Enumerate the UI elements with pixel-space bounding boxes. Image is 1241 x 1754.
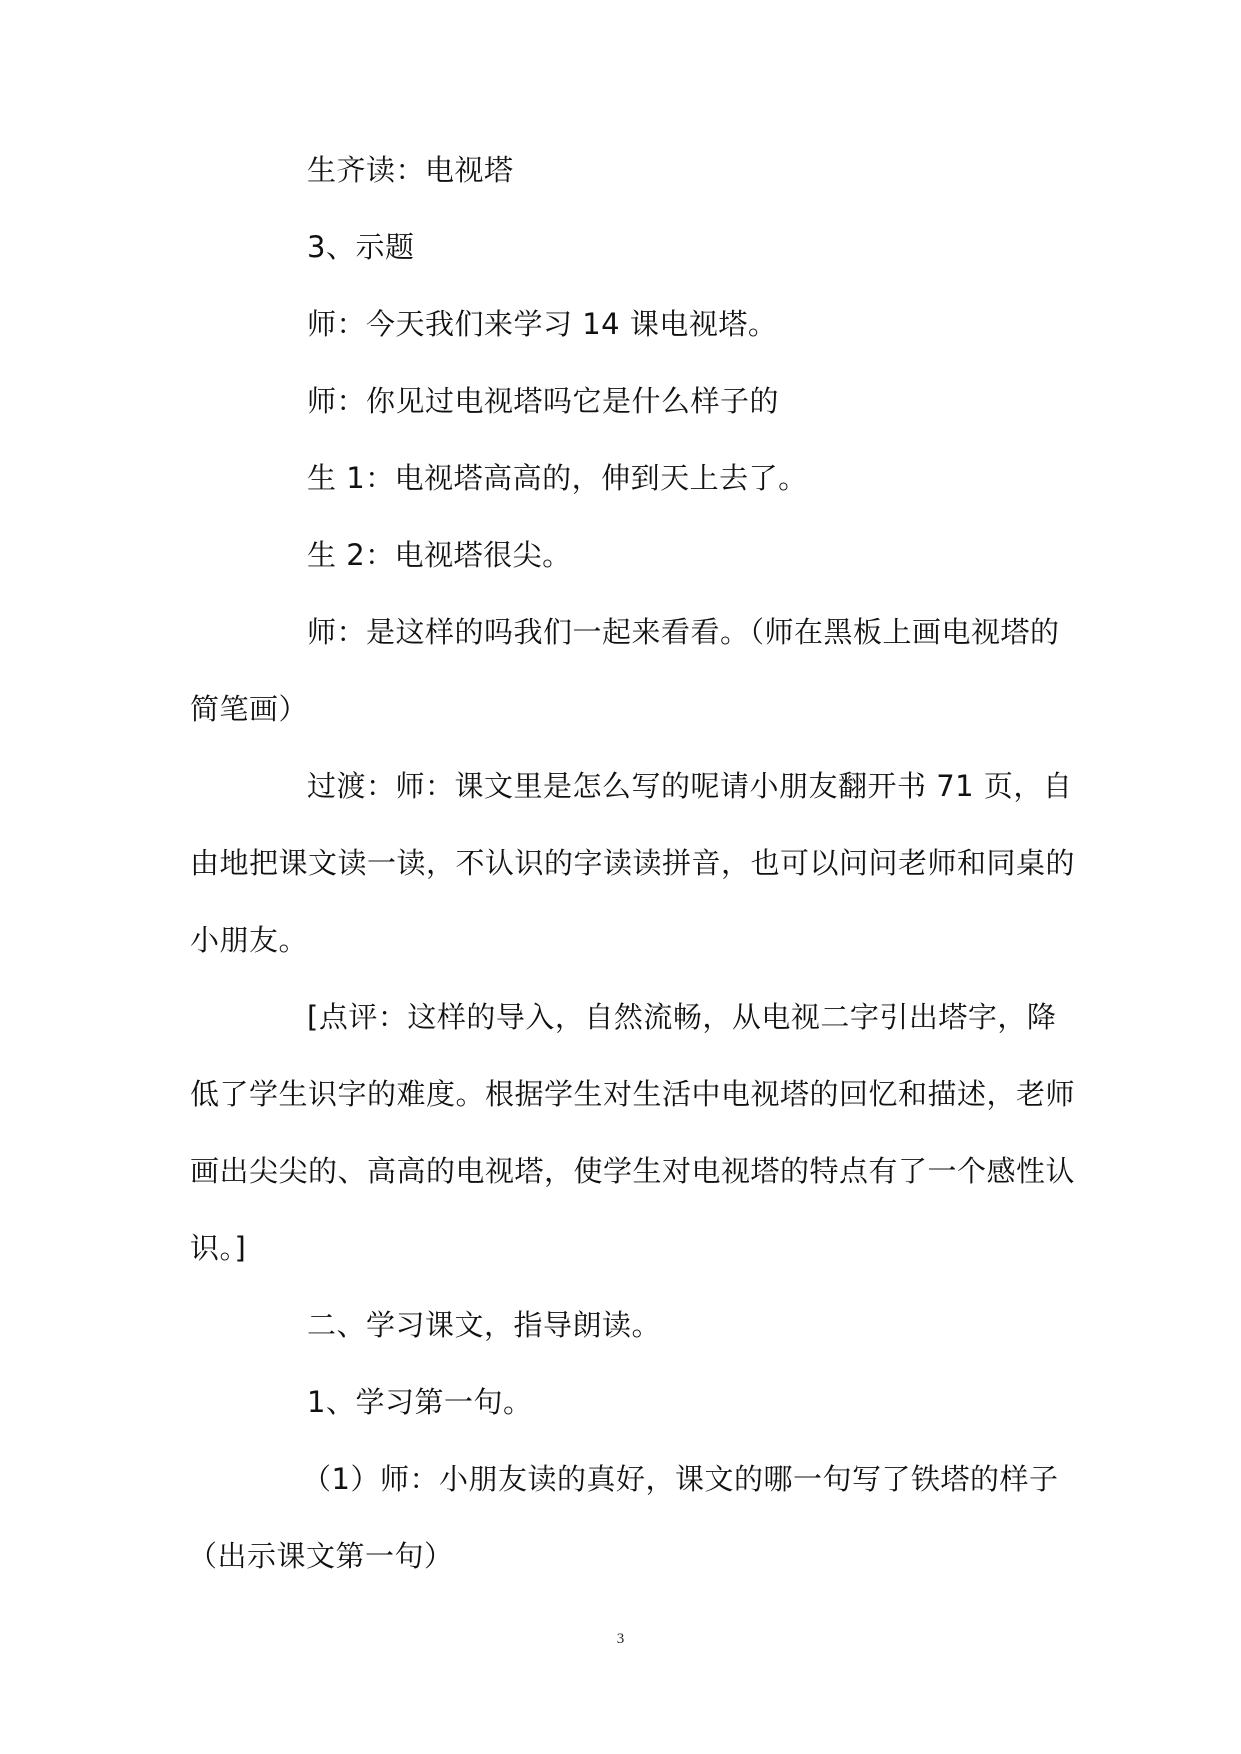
text-line: 由地把课文读一读，不认识的字读读拼音，也可以问问老师和同桌的 [190, 846, 1076, 880]
text-line: 师：今天我们来学习 14 课电视塔。 [307, 307, 778, 341]
text-line: 简笔画） [190, 692, 309, 726]
comment-line: 低了学生识字的难度。根据学生对生活中电视塔的回忆和描述，老师 [190, 1077, 1076, 1111]
text-line: 师：你见过电视塔吗它是什么样子的 [307, 384, 780, 418]
section-heading: 3、示题 [307, 230, 415, 264]
text-line: （1）师：小朋友读的真好，课文的哪一句写了铁塔的样子 [302, 1462, 1059, 1496]
text-line: 过渡：师：课文里是怎么写的呢请小朋友翻开书 71 页，自 [307, 769, 1073, 803]
comment-line: 画出尖尖的、高高的电视塔，使学生对电视塔的特点有了一个感性认 [190, 1154, 1076, 1188]
comment-line: [点评：这样的导入，自然流畅，从电视二字引出塔字，降 [307, 1000, 1057, 1034]
text-line: 生齐读：电视塔 [307, 153, 514, 187]
page-number: 3 [616, 1631, 625, 1647]
text-line: 生 1：电视塔高高的，伸到天上去了。 [307, 461, 808, 495]
text-line: 生 2：电视塔很尖。 [307, 538, 572, 572]
section-heading: 二、学习课文，指导朗读。 [307, 1308, 662, 1342]
text-line: 小朋友。 [190, 923, 309, 957]
comment-line: 识。] [190, 1231, 247, 1265]
text-line: （出示课文第一句） [188, 1539, 454, 1573]
text-line: 师：是这样的吗我们一起来看看。（师在黑板上画电视塔的 [307, 615, 1060, 649]
subsection-heading: 1、学习第一句。 [307, 1385, 533, 1419]
